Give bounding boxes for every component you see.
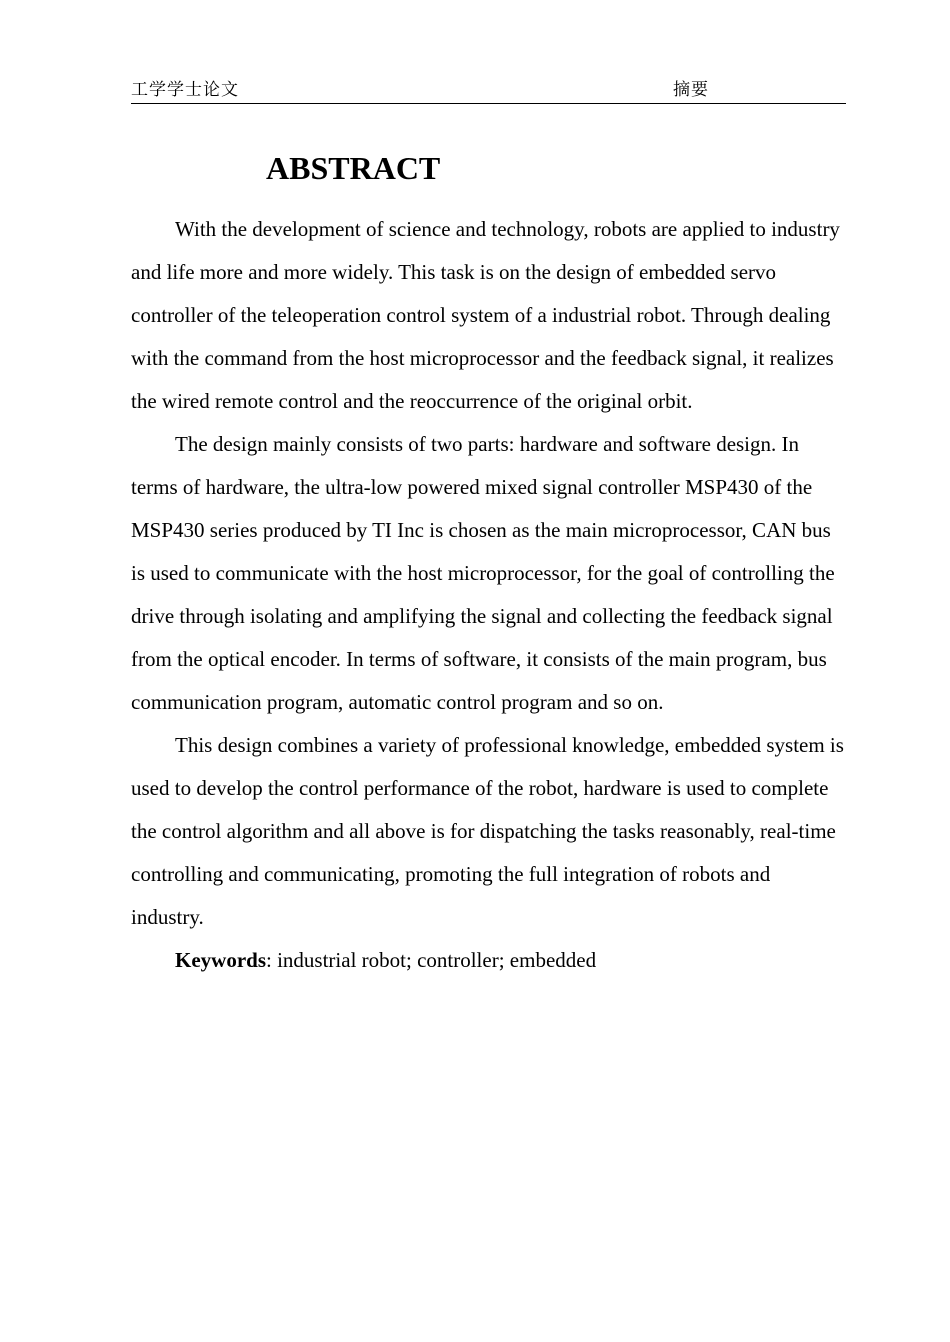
section-name-label: 摘要	[673, 80, 709, 100]
abstract-paragraph-2: The design mainly consists of two parts: hardware and software design. In terms of hardware, the ultra-low powered mixed signal controller MSP430 of the MSP430 series produced by TI Inc is chosen as the main microprocessor, CAN bus is used to communicate with the host microprocessor, for the goal of controlling the drive through isolating and amplifying the signal and collecting the feedback signal from the optical encoder. In terms of software, it consists of the main program, bus communication program, automatic control program and so on.	[131, 432, 835, 714]
abstract-body	[131, 208, 846, 982]
keywords-text: : industrial robot; controller; embedded	[266, 948, 597, 972]
keywords-label: Keywords	[175, 948, 266, 972]
thesis-type-label: 工学学士论文	[131, 80, 239, 100]
abstract-paragraph-1: With the development of science and technology, robots are applied to industry and life more and more widely. This task is on the design of embedded servo controller of the teleoperation control system of a industrial robot. Through dealing with the command from the host microprocessor and the feedback signal, it realizes the wired remote control and the reoccurrence of the original orbit.	[131, 217, 840, 413]
abstract-title: ABSTRACT	[266, 150, 441, 186]
abstract-paragraph-3: This design combines a variety of professional knowledge, embedded system is used to develop the control performance of the robot, hardware is used to complete the control algorithm and all above is for dispatching the tasks reasonably, real-time controlling and communicating, promoting the full integration of robots and industry.	[131, 733, 844, 929]
keywords-line	[131, 939, 846, 982]
page-header	[131, 78, 846, 104]
